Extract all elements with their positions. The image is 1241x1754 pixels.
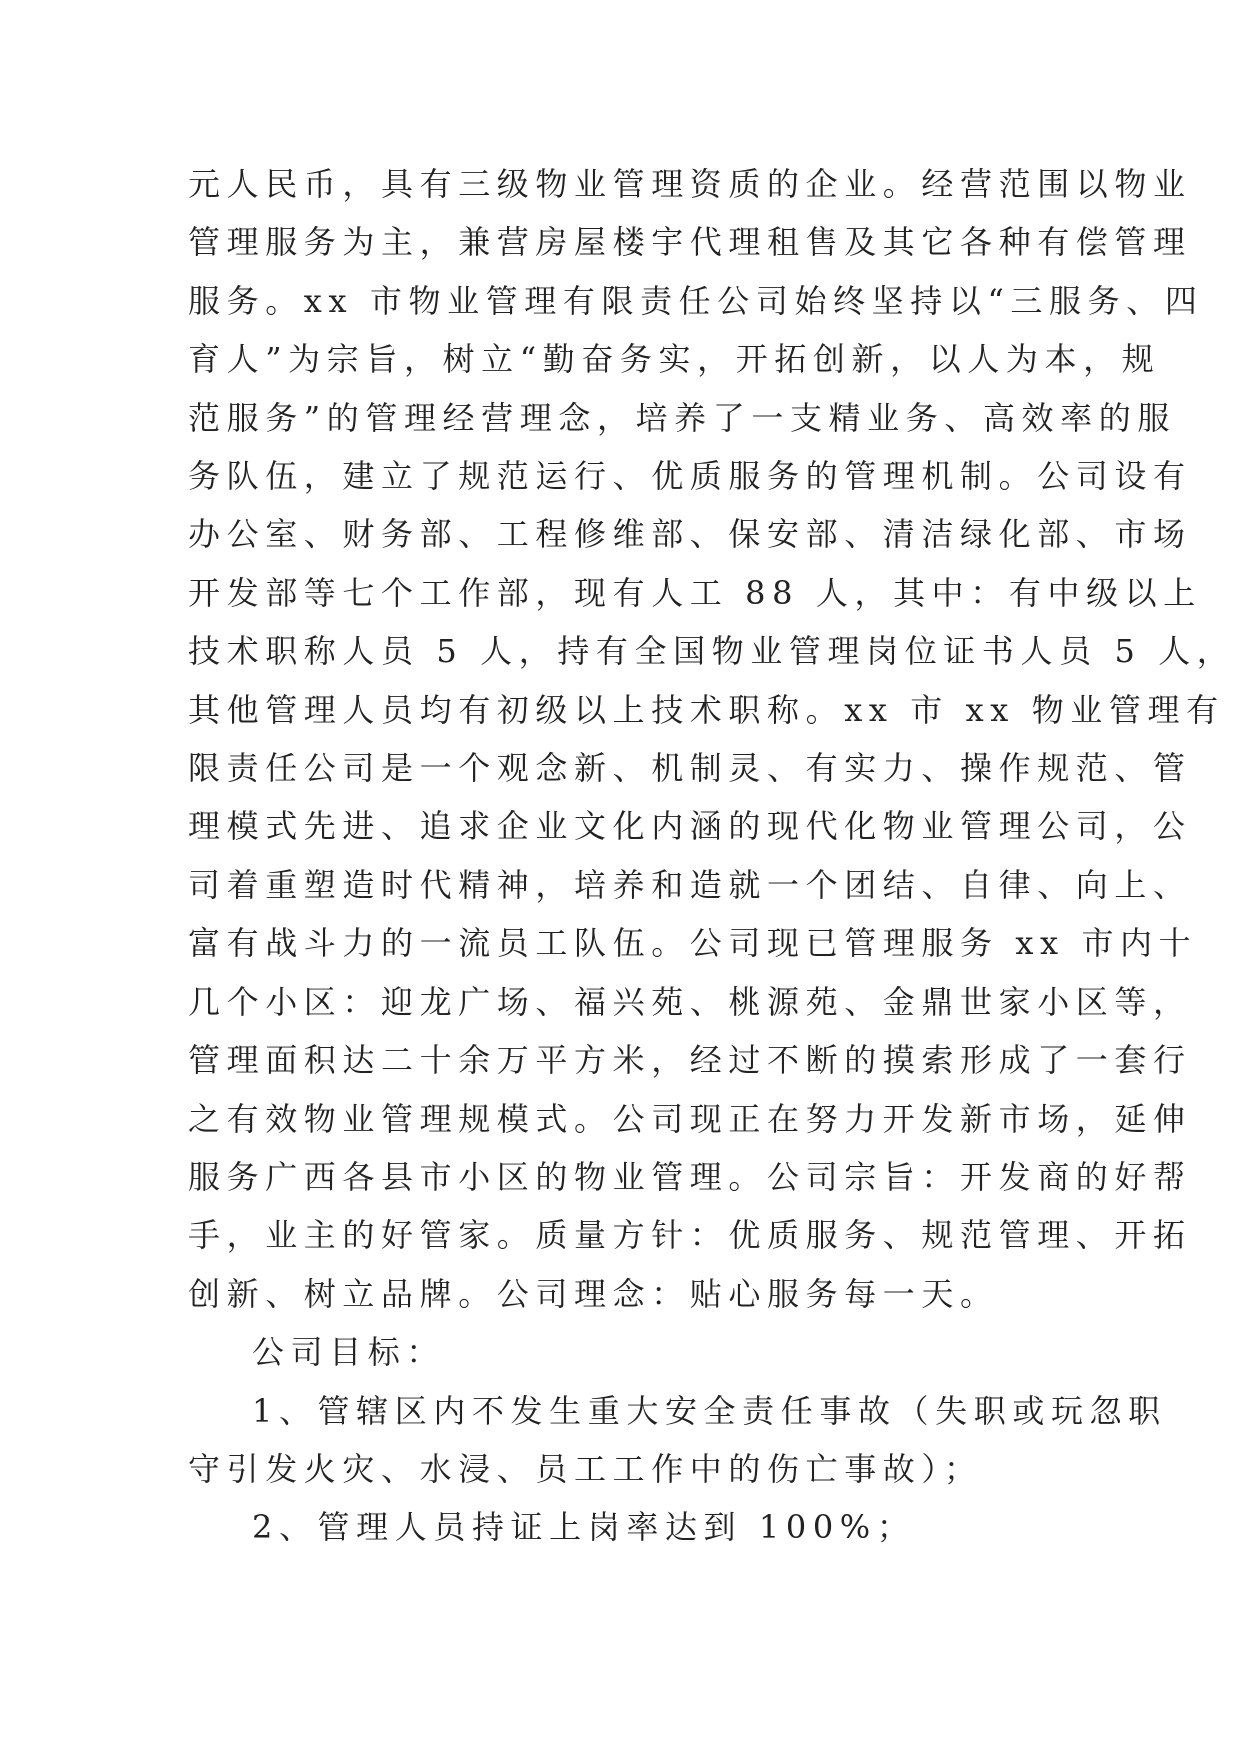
text-line: 创新、树立品牌。公司理念：贴心服务每一天。 [188,1274,999,1313]
text-line: 限责任公司是一个观念新、机制灵、有实力、操作规范、管 [188,749,1192,788]
text-line: 守引发火灾、水浸、员工工作中的伤亡事故）； [188,1449,983,1488]
text-line: 司着重塑造时代精神，培养和造就一个团结、自律、向上、 [188,865,1192,904]
goals-heading: 公司目标： [252,1333,446,1372]
text-line: 管理面积达二十余万平方米，经过不断的摸索形成了一套行 [188,1041,1192,1080]
text-line: 技术职称人员 5 人，持有全国物业管理岗位证书人员 5 人， [188,632,1236,671]
goal-2: 2、管理人员持证上岗率达到 100%； [252,1508,916,1547]
text-line: 之有效物业管理规模式。公司现正在努力开发新市场，延伸 [188,1099,1192,1138]
intro-paragraph [188,155,1236,1323]
text-line: 1、管辖区内不发生重大安全责任事故（失职或玩忽职 [252,1391,1167,1430]
text-line: 服务广西各县市小区的物业管理。公司宗旨：开发商的好帮 [188,1157,1192,1196]
text-line: 范服务”的管理经营理念，培养了一支精业务、高效率的服 [188,398,1176,437]
text-line: 开发部等七个工作部，现有人工 88 人，其中：有中级以上 [188,573,1202,612]
text-line: 几个小区：迎龙广场、福兴苑、桃源苑、金鼎世家小区等， [188,982,1192,1021]
text-line: 管理服务为主，兼营房屋楼宇代理租售及其它各种有偿管理 [188,223,1192,262]
text-line: 办公室、财务部、工程修维部、保安部、清洁绿化部、市场 [188,515,1192,554]
text-line: 元人民币，具有三级物业管理资质的企业。经营范围以物业 [188,165,1192,203]
text-line: 富有战斗力的一流员工队伍。公司现已管理服务 xx 市内十 [188,924,1198,963]
text-line: 务队伍，建立了规范运行、优质服务的管理机制。公司设有 [188,457,1192,496]
document-body [188,155,1236,1557]
text-line: 服务。xx 市物业管理有限责任公司始终坚持以“三服务、四 [188,281,1204,320]
text-line: 理模式先进、追求企业文化内涵的现代化物业管理公司，公 [188,807,1192,846]
text-line: 其他管理人员均有初级以上技术职称。xx 市 xx 物业管理有 [188,690,1225,729]
goal-1 [188,1382,1167,1499]
text-line: 手，业主的好管家。质量方针：优质服务、规范管理、开拓 [188,1216,1192,1255]
text-line: 育人”为宗旨，树立“勤奋务实，开拓创新，以人为本，规 [188,340,1161,379]
